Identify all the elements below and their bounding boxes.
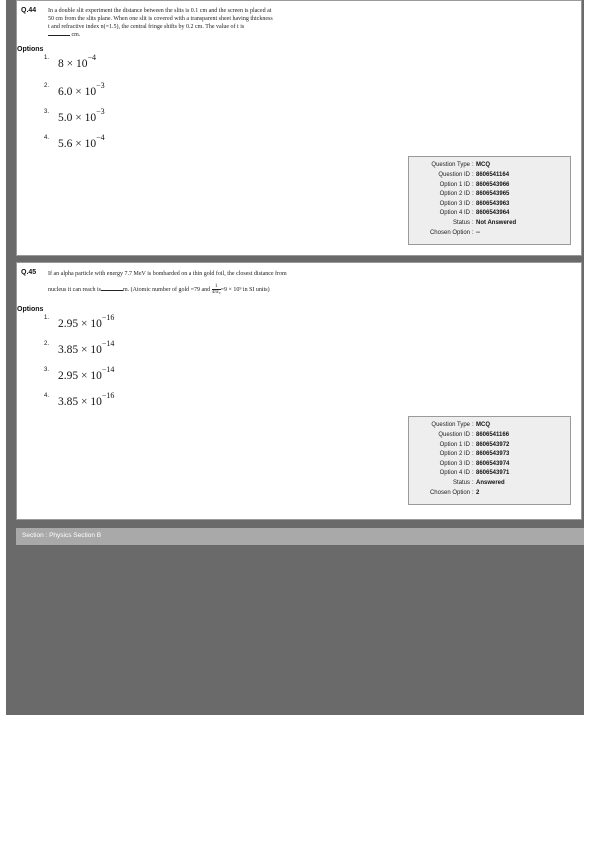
- section-label: Section : Physics Section B: [22, 532, 102, 539]
- question-text-line: nucleus it can reach is m. (Atomic number of gold =79 and $\frac{1}{\text{4πε₀}}$ =9 × 10⁹ in SI units): [48, 284, 270, 295]
- section-header-bar: [16, 528, 584, 545]
- option-value: $2.95 \times 10^{-14}$: [58, 365, 115, 382]
- options-label: Options: [17, 46, 44, 53]
- question-card-44: [16, 0, 582, 256]
- option-value: $8 \times 10^{-4}$: [58, 53, 97, 70]
- option-number: 2.: [44, 341, 50, 347]
- question-number: Q.44: [21, 7, 37, 14]
- question-text: [48, 270, 388, 295]
- answer-blank: [101, 290, 123, 291]
- option-number: 2.: [44, 83, 50, 89]
- question-text: [48, 7, 378, 39]
- option-value: $3.85 \times 10^{-14}$: [58, 339, 115, 356]
- option-value: $2.95 \times 10^{-16}$: [58, 313, 115, 330]
- question-card-45: [16, 262, 582, 520]
- question-number: Q.45: [21, 269, 37, 276]
- option-number: 4.: [44, 393, 50, 399]
- option-value: $3.85 \times 10^{-16}$: [58, 391, 115, 408]
- question-text-line: 50 cm from the slits plane. When one slit is covered with a transparent sheet having thickness: [48, 16, 273, 22]
- option-value: $5.6 \times 10^{-4}$: [58, 133, 105, 150]
- question-info-panel: Question Type : MCQ Question ID : 8606541166 Option 1 ID : 8606543972 Option 2 ID : 8606543973 Option 3 ID : 8606543974 Option 4 ID : 8606543971 Status : Answered Chosen Option : 2: [408, 416, 571, 505]
- options-label: Options: [17, 306, 44, 313]
- question-text-line: t and refractive index n(=1.5), the central fringe shifts by 0.2 cm. The value of t is: [48, 24, 245, 30]
- option-number: 1.: [44, 55, 50, 61]
- option-number: 3.: [44, 367, 50, 373]
- question-text-line: In a double slit experiment the distance between the slits is 0.1 cm and the screen is placed at: [48, 8, 272, 14]
- question-info-panel: Question Type : MCQ Question ID : 8606541164 Option 1 ID : 8606543966 Option 2 ID : 8606543965 Option 3 ID : 8606543963 Option 4 ID : 8606543964 Status : Not Answered Chosen Option : --: [408, 156, 571, 245]
- coulomb-constant-fraction: $\frac{1}{\text{4πε₀}}$: [211, 284, 221, 295]
- option-number: 4.: [44, 135, 50, 141]
- option-number: 3.: [44, 109, 50, 115]
- response-sheet-frame: [6, 0, 584, 715]
- question-text-line: If an alpha particle with energy 7.7 MeV is bombarded on a thin gold foil, the closest distance from: [48, 271, 287, 277]
- option-value: $5.0 \times 10^{-3}$: [58, 107, 105, 124]
- question-text-line: cm.: [48, 31, 378, 39]
- option-value: $6.0 \times 10^{-3}$: [58, 81, 105, 98]
- option-number: 1.: [44, 315, 50, 321]
- answer-blank: [48, 35, 70, 36]
